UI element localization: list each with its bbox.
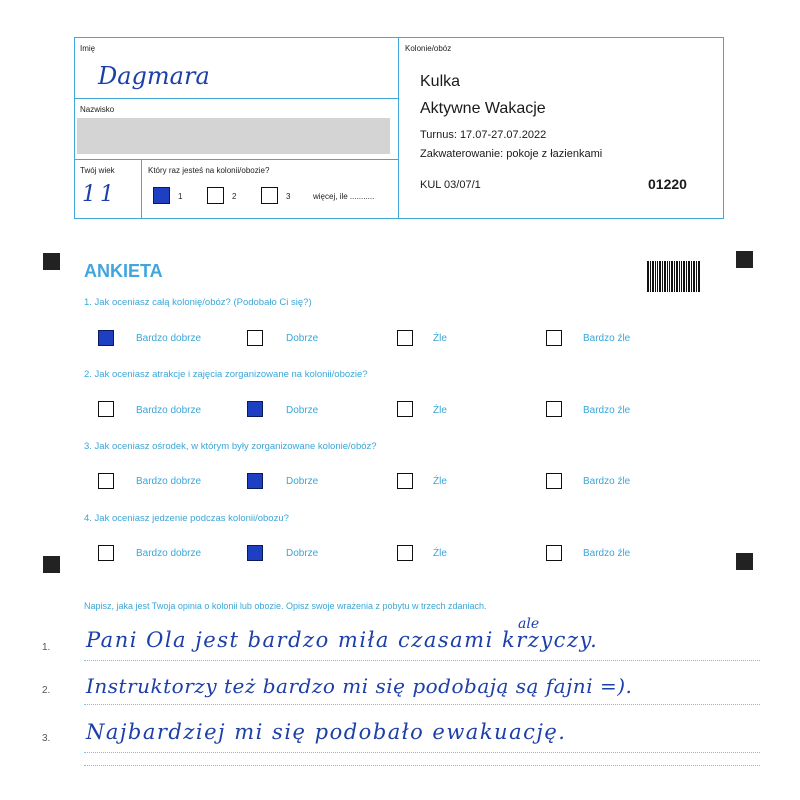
ktory-raz-option-3: 3 [286, 192, 291, 201]
ktory-raz-label: Który raz jesteś na kolonii/obozie? [148, 166, 270, 175]
q4-option-zle-label: Źle [433, 548, 447, 559]
q4-option-bardzo-zle-checkbox[interactable] [546, 545, 562, 561]
ktory-raz-checkbox-1[interactable] [153, 187, 170, 204]
kolonie-label: Kolonie/obóz [405, 44, 452, 53]
opinion-line-4-rule [84, 765, 760, 766]
zakwaterowanie: Zakwaterowanie: pokoje z łazienkami [420, 148, 603, 160]
opinion-prompt: Napisz, jaka jest Twoja opinia o kolonii lub obozie. Opisz swoje wrażenia z pobytu w trzech zdaniach. [84, 601, 487, 611]
ktory-raz-more: więcej, ile ........... [313, 192, 375, 201]
opinion-line-3-number: 3. [42, 733, 51, 744]
opinion-line-3-rule [84, 752, 760, 753]
ktory-raz-checkbox-3[interactable] [261, 187, 278, 204]
q3-option-dobrze-checkbox[interactable] [247, 473, 263, 489]
question-2-text: 2. Jak oceniasz atrakcje i zajęcia zorganizowane na kolonii/obozie? [84, 369, 368, 380]
registration-marker [736, 553, 753, 570]
q2-option-bardzo-dobrze-label: Bardzo dobrze [136, 405, 202, 416]
opinion-line-1-text[interactable]: Pani Ola jest bardzo miła czasami krzyczy. [86, 628, 599, 652]
registration-marker [43, 556, 60, 573]
q2-option-bardzo-zle-checkbox[interactable] [546, 401, 562, 417]
q2-option-zle-checkbox[interactable] [397, 401, 413, 417]
header-divider-vertical [398, 37, 399, 218]
nazwisko-label: Nazwisko [80, 105, 115, 114]
q2-option-bardzo-dobrze-checkbox[interactable] [98, 401, 114, 417]
survey-title: ANKIETA [84, 261, 163, 281]
q3-option-bardzo-dobrze-label: Bardzo dobrze [136, 476, 202, 487]
q2-option-zle-label: Źle [433, 405, 447, 416]
header-divider-nazwisko [74, 159, 399, 160]
opinion-line-1-number: 1. [42, 642, 51, 653]
header-divider-wiek [141, 159, 142, 218]
imie-label: Imię [80, 44, 96, 53]
q4-option-dobrze-label: Dobrze [286, 548, 319, 559]
opinion-line-1-insert: ale [518, 616, 540, 632]
question-3-text: 3. Jak oceniasz ośrodek, w którym były zorganizowane kolonie/obóz? [84, 441, 377, 452]
q4-option-bardzo-dobrze-checkbox[interactable] [98, 545, 114, 561]
q1-option-zle-label: Źle [433, 333, 447, 344]
opinion-line-2-text[interactable]: Instruktorzy też bardzo mi się podobają są fajni =). [86, 674, 633, 698]
imie-value[interactable]: Dagmara [98, 62, 210, 90]
ktory-raz-checkbox-2[interactable] [207, 187, 224, 204]
q1-option-bardzo-zle-label: Bardzo źle [583, 333, 631, 344]
camp-name: Kulka [420, 73, 461, 90]
q2-option-bardzo-zle-label: Bardzo źle [583, 405, 631, 416]
q1-option-bardzo-dobrze-checkbox[interactable] [98, 330, 114, 346]
q3-option-zle-label: Źle [433, 476, 447, 487]
ktory-raz-option-1: 1 [178, 192, 183, 201]
turnus: Turnus: 17.07-27.07.2022 [420, 129, 547, 141]
question-4-text: 4. Jak oceniasz jedzenie podczas kolonii/obozu? [84, 513, 289, 524]
question-1-text: 1. Jak oceniasz całą kolonię/obóz? (Podobało Ci się?) [84, 297, 312, 308]
q3-option-dobrze-label: Dobrze [286, 476, 319, 487]
wiek-value[interactable]: 11 [82, 182, 118, 207]
header-divider-imie [74, 98, 399, 99]
q4-option-bardzo-dobrze-label: Bardzo dobrze [136, 548, 202, 559]
registration-marker [43, 253, 60, 270]
opinion-line-2-rule [84, 704, 760, 705]
camp-code: KUL 03/07/1 [420, 179, 481, 191]
q1-option-dobrze-checkbox[interactable] [247, 330, 263, 346]
opinion-line-1-rule [84, 660, 760, 661]
q1-option-dobrze-label: Dobrze [286, 333, 319, 344]
q3-option-zle-checkbox[interactable] [397, 473, 413, 489]
q1-option-zle-checkbox[interactable] [397, 330, 413, 346]
q2-option-dobrze-label: Dobrze [286, 405, 319, 416]
registration-marker [736, 251, 753, 268]
q1-option-bardzo-dobrze-label: Bardzo dobrze [136, 333, 202, 344]
ktory-raz-option-2: 2 [232, 192, 237, 201]
opinion-line-3-text[interactable]: Najbardziej mi się podobało ewakuację. [86, 720, 567, 744]
q4-option-dobrze-checkbox[interactable] [247, 545, 263, 561]
q3-option-bardzo-zle-checkbox[interactable] [546, 473, 562, 489]
q4-option-bardzo-zle-label: Bardzo źle [583, 548, 631, 559]
opinion-line-2-number: 2. [42, 685, 51, 696]
nazwisko-redacted [77, 118, 390, 154]
q1-option-bardzo-zle-checkbox[interactable] [546, 330, 562, 346]
q3-option-bardzo-dobrze-checkbox[interactable] [98, 473, 114, 489]
camp-program: Aktywne Wakacje [420, 100, 546, 117]
q4-option-zle-checkbox[interactable] [397, 545, 413, 561]
wiek-label: Twój wiek [80, 166, 115, 175]
q2-option-dobrze-checkbox[interactable] [247, 401, 263, 417]
barcode [647, 261, 700, 292]
q3-option-bardzo-zle-label: Bardzo źle [583, 476, 631, 487]
form-number: 01220 [648, 176, 687, 192]
